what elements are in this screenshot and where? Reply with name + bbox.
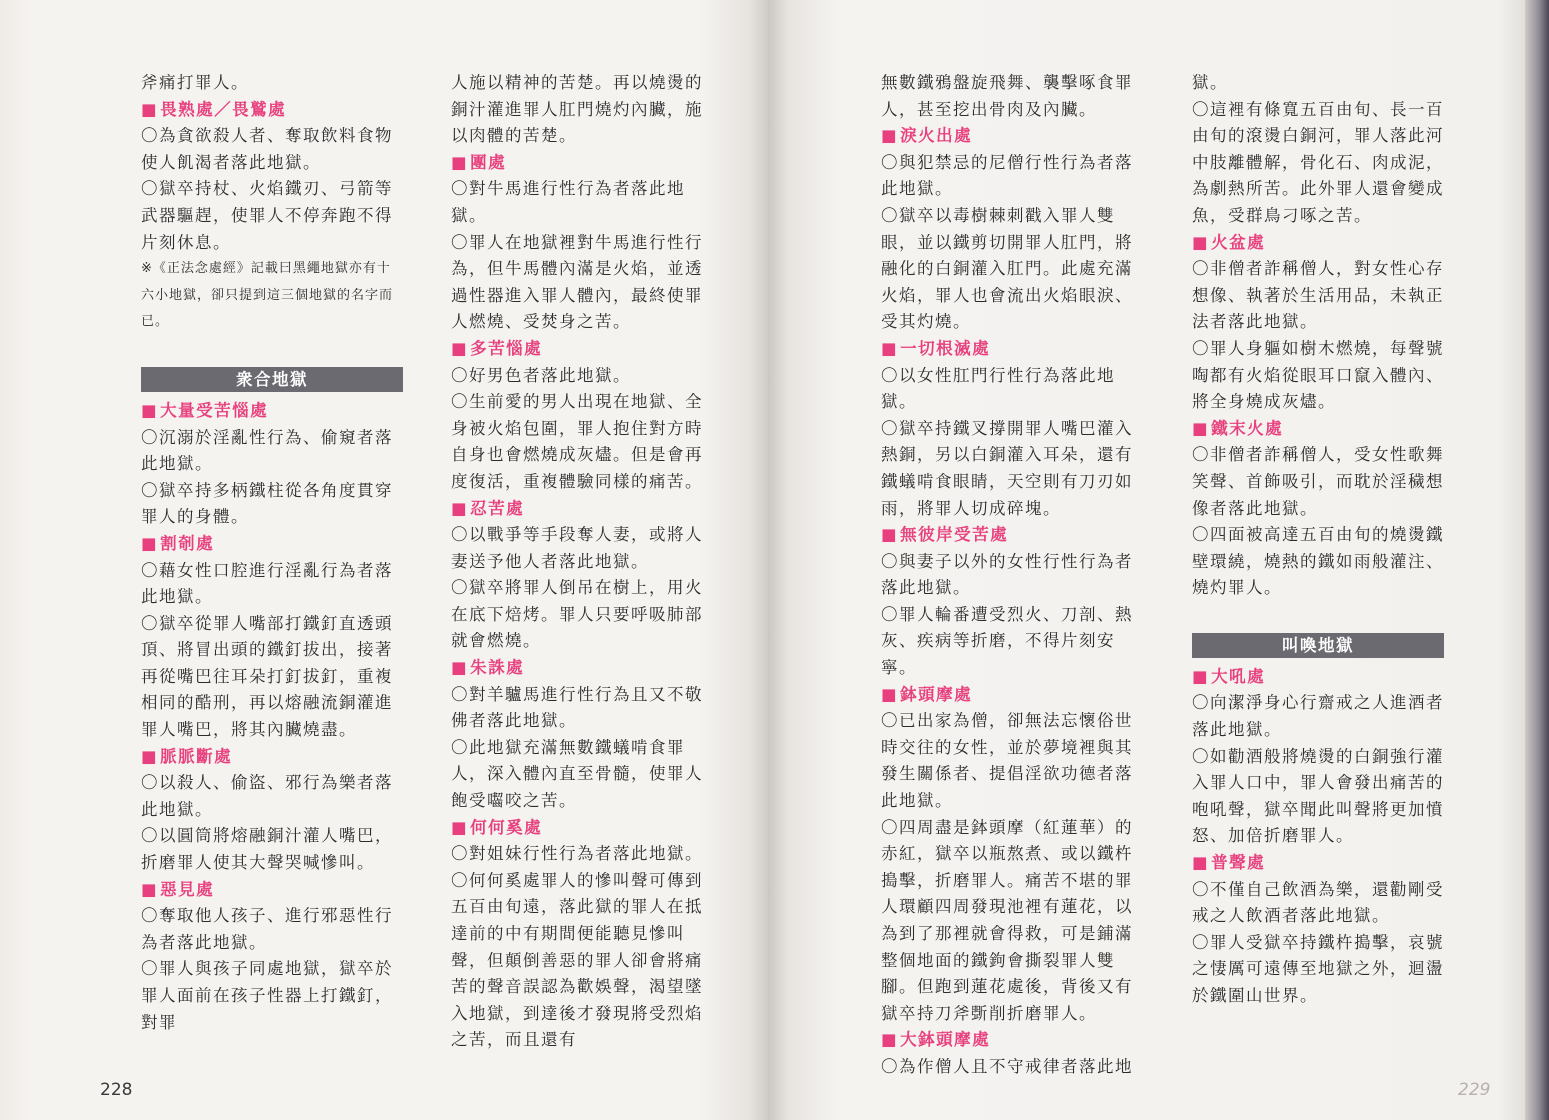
- paragraph: 〇罪人在地獄裡對牛馬進行性行為，但牛馬體內滿是火焰，並透過性器進入罪人體內，最終使罪人燃燒、受焚身之苦。: [451, 232, 703, 332]
- paragraph: 〇罪人與孩子同處地獄，獄卒於罪人面前在孩子性器上打鐵釘，對罪: [141, 959, 393, 1032]
- paragraph: 〇已出家為僧，卻無法忘懷俗世時交往的女性，並於夢境裡與其發生關係者、提倡淫欲功德者落此地獄。: [881, 711, 1133, 811]
- paragraph: 〇以殺人、偷盜、邪行為樂者落此地獄。: [141, 773, 393, 819]
- sub-heading: ■ 鉢頭摩處: [881, 682, 1143, 709]
- column-2: [451, 70, 713, 1054]
- paragraph: 〇這裡有條寬五百由旬、長一百由旬的滾燙白銅河，罪人落此河中肢離體解，骨化石、肉成泥，為劇熱所苦。此外罪人還會變成魚，受群鳥刁啄之苦。: [1192, 99, 1444, 225]
- paragraph: 〇非僧者詐稱僧人，受女性歌舞笑聲、首飾吸引，而耽於淫穢想像者落此地獄。: [1192, 445, 1444, 518]
- paragraph: 〇不僅自己飲酒為樂，還勸剛受戒之人飲酒者落此地獄。: [1192, 879, 1444, 926]
- sub-heading: ■ 脈脈斷處: [141, 744, 403, 771]
- paragraph: 〇藉女性口腔進行淫亂行為者落此地獄。: [141, 560, 393, 607]
- paragraph: 〇罪人輪番遭受烈火、刀剖、熱灰、疾病等折磨，不得片刻安寧。: [881, 604, 1133, 678]
- paragraph: 〇沉溺於淫亂性行為、偷窺者落此地獄。: [141, 427, 393, 474]
- sub-heading: ■ 朱誅處: [451, 655, 713, 682]
- sub-heading: ■ 割剞處: [141, 531, 403, 558]
- section-title: 叫喚地獄: [1192, 633, 1444, 658]
- book-edge: [1525, 0, 1549, 1120]
- section-spacer: [1192, 602, 1444, 633]
- paragraph: 〇獄卒以毒樹棘刺戳入罪人雙眼，並以鐵剪切開罪人肛門，將融化的白銅灌入肛門。此處充滿火焰，罪人也會流出火焰眼淚、受其灼燒。: [881, 205, 1133, 332]
- right-page: [768, 0, 1525, 1120]
- sub-heading: ■ 忍苦處: [451, 496, 713, 523]
- paragraph: 〇非僧者詐稱僧人，對女性心存想像、執著於生活用品，未執正法者落此地獄。: [1192, 259, 1444, 332]
- sub-heading: ■ 多苦惱處: [451, 336, 713, 363]
- paragraph: 〇為作僧人且不守戒律者落此地: [881, 1056, 1133, 1076]
- paragraph: 人施以精神的苦楚。再以燒燙的銅汁灌進罪人肛門燒灼內臟，施以肉體的苦楚。: [451, 73, 703, 146]
- paragraph: 〇以圓筒將熔融銅汁灌人嘴巴，折磨罪人使其大聲哭喊慘叫。: [141, 826, 393, 873]
- paragraph: 斧痛打罪人。: [141, 73, 249, 92]
- sub-heading: ■ 團處: [451, 150, 713, 177]
- column-1: [141, 70, 403, 1036]
- sub-heading: ■ 畏熟處／畏鷲處: [141, 97, 403, 124]
- section-spacer: [141, 336, 403, 367]
- sub-heading: ■ 大量受苦惱處: [141, 398, 403, 425]
- paragraph: 〇與妻子以外的女性行性行為者落此地獄。: [881, 551, 1133, 598]
- paragraph: 〇此地獄充滿無數鐵蟻啃食罪人，深入體內直至骨髓，使罪人飽受囓咬之苦。: [451, 737, 703, 811]
- paragraph: 無數鐵鴉盤旋飛舞、襲擊啄食罪人，甚至挖出骨肉及內臟。: [881, 73, 1133, 119]
- paragraph: 〇獄卒將罪人倒吊在樹上，用火在底下焙烤。罪人只要呼吸肺部就會燃燒。: [451, 578, 703, 651]
- paragraph: 〇獄卒從罪人嘴部打鐵釘直透頭頂、將冒出頭的鐵釘拔出，接著再從嘴巴往耳朵打釘拔釘，重複相同的酷刑，再以熔融流銅灌進罪人嘴巴，將其內臟燒盡。: [141, 613, 393, 740]
- paragraph: 〇四面被高達五百由旬的燒燙鐵壁環繞，燒熱的鐵如雨般灌注、燒灼罪人。: [1192, 525, 1444, 598]
- sub-heading: ■ 鐵末火處: [1192, 416, 1444, 443]
- sub-heading: ■ 大鉢頭摩處: [881, 1027, 1143, 1054]
- sub-heading: ■ 惡見處: [141, 877, 403, 904]
- paragraph: 〇如勸酒般將燒燙的白銅強行灌入罪人口中，罪人會發出痛苦的咆吼聲，獄卒聞此叫聲將更加憤怒、加倍折磨罪人。: [1192, 746, 1444, 846]
- paragraph: 〇以女性肛門行性行為落此地獄。: [881, 365, 1115, 412]
- paragraph: 〇對羊驢馬進行性行為且又不敬佛者落此地獄。: [451, 684, 703, 731]
- paragraph: 〇獄卒持杖、火焰鐵刃、弓箭等武器驅趕，使罪人不停奔跑不得片刻休息。: [141, 179, 393, 252]
- left-page: [0, 0, 768, 1120]
- paragraph: 〇獄卒持多柄鐵柱從各角度貫穿罪人的身體。: [141, 480, 393, 527]
- section-title: 衆合地獄: [141, 367, 403, 392]
- paragraph: 〇向潔淨身心行齋戒之人進酒者落此地獄。: [1192, 693, 1444, 740]
- column-4: [1192, 70, 1444, 1010]
- paragraph: 〇獄卒持鐵叉撐開罪人嘴巴灌入熱銅，另以白銅灌入耳朵，還有鐵蟻啃食眼睛，天空則有刀刃如雨，將罪人切成碎塊。: [881, 418, 1133, 518]
- paragraph: 〇對姐妹行性行為者落此地獄。: [451, 844, 703, 864]
- paragraph: 〇生前愛的男人出現在地獄、全身被火焰包圍，罪人抱住對方時自身也會燃燒成灰燼。但是會再度復活，重複體驗同樣的痛苦。: [451, 392, 703, 491]
- paragraph: 〇與犯禁忌的尼僧行性行為者落此地獄。: [881, 152, 1133, 199]
- paragraph: 〇奪取他人孩子、進行邪惡性行為者落此地獄。: [141, 906, 393, 952]
- page-number-right: 229: [1458, 1080, 1491, 1100]
- column-3: [881, 70, 1143, 1081]
- footnote: ※《正法念處經》記載曰黑繩地獄亦有十六小地獄，卻只提到這三個地獄的名字而已。: [141, 261, 394, 330]
- sub-heading: ■ 何何奚處: [451, 815, 713, 842]
- paragraph: 〇罪人受獄卒持鐵杵搗擊，哀號之悽厲可遠傳至地獄之外，迴盪於鐵圍山世界。: [1192, 932, 1444, 1005]
- paragraph: 〇以戰爭等手段奪人妻，或將人妻送予他人者落此地獄。: [451, 525, 703, 571]
- page-number-left: 228: [100, 1080, 133, 1100]
- paragraph: 獄。: [1192, 73, 1228, 92]
- paragraph: 〇對牛馬進行性行為者落此地獄。: [451, 179, 685, 225]
- paragraph: 〇好男色者落此地獄。: [451, 365, 631, 385]
- paragraph: 〇罪人身軀如樹木燃燒，每聲號啕都有火焰從眼耳口竄入體內、將全身燒成灰燼。: [1192, 338, 1444, 412]
- paragraph: 〇四周盡是鉢頭摩（紅蓮華）的赤紅，獄卒以瓶熬煮、或以鐵杵搗擊，折磨罪人。痛苦不堪的罪人環顧四周發現池裡有蓮花，以為到了那裡就會得救，可是鋪滿整個地面的鐵鉤會撕裂罪人雙腳。但跑到蓮花處後，背後又有獄卒持刀斧斲削折磨罪人。: [881, 817, 1133, 1023]
- sub-heading: ■ 一切根滅處: [881, 336, 1143, 363]
- sub-heading: ■ 淚火出處: [881, 123, 1143, 150]
- paragraph: 〇為貪欲殺人者、奪取飲料食物使人飢渴者落此地獄。: [141, 126, 393, 172]
- sub-heading: ■ 無彼岸受苦處: [881, 522, 1143, 549]
- paragraph: 〇何何奚處罪人的慘叫聲可傳到五百由旬遠，落此獄的罪人在抵達前的中有期間便能聽見慘叫聲，但顛倒善惡的罪人卻會將痛苦的聲音誤認為歡娛聲，渴望墜入地獄，到達後才發現將受烈焰之苦，而且還有: [451, 870, 703, 1050]
- sub-heading: ■ 大吼處: [1192, 664, 1444, 691]
- sub-heading: ■ 普聲處: [1192, 850, 1444, 877]
- sub-heading: ■ 火盆處: [1192, 230, 1444, 257]
